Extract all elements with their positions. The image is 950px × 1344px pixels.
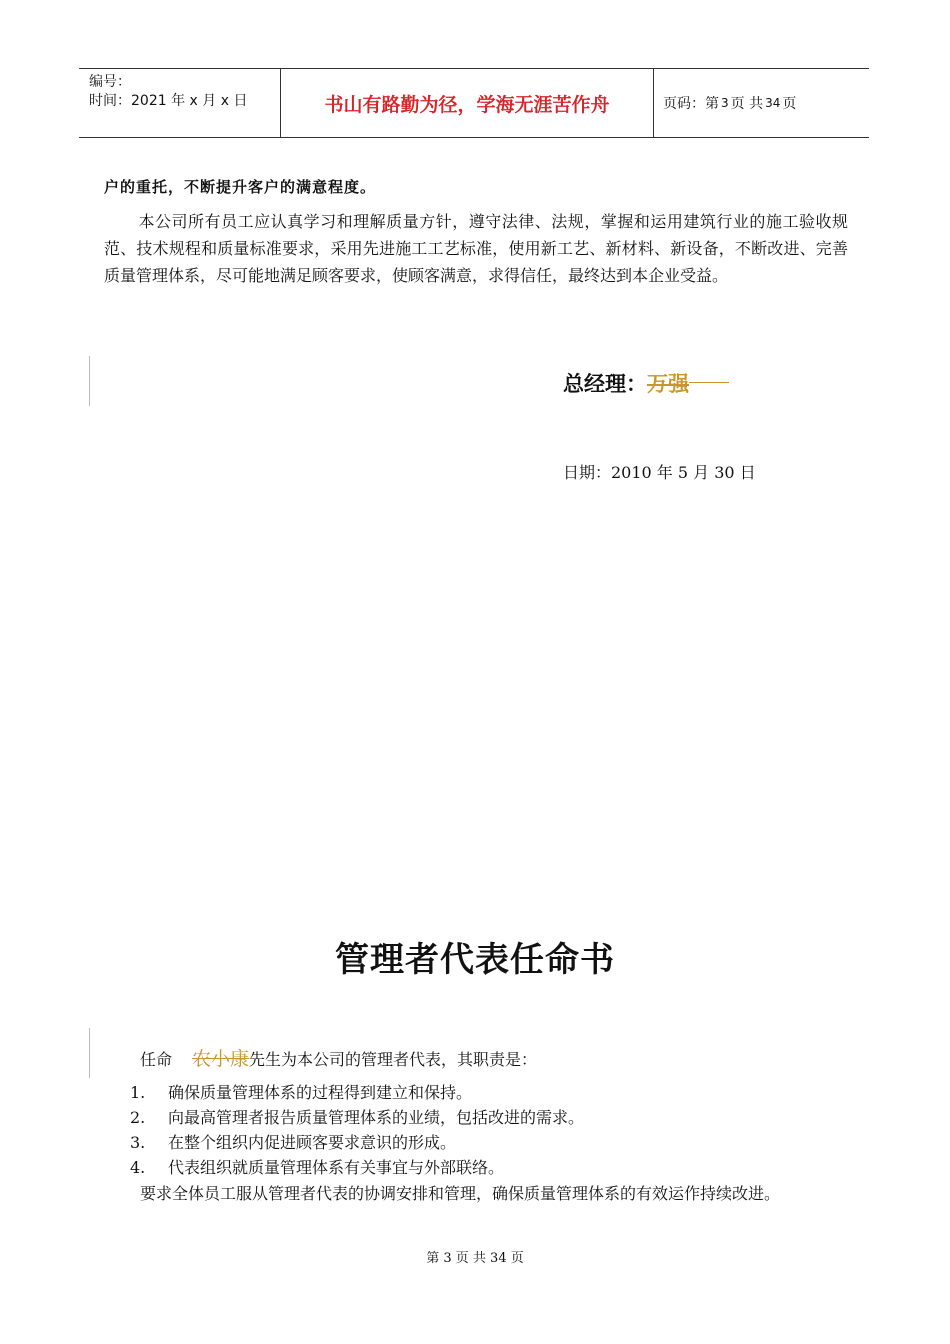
closing-text: 要求全体员工服从管理者代表的协调安排和管理，确保质量管理体系的有效运作持续改进。: [140, 1184, 781, 1203]
list-item: [130, 1105, 584, 1130]
page-footer: 第 3 页 共 34 页: [426, 1251, 524, 1266]
header-meta: [89, 73, 279, 111]
page-prefix: 页码：第: [663, 96, 719, 112]
list-number: 4.: [130, 1158, 146, 1177]
list-text: 确保质量管理体系的过程得到建立和保持。: [168, 1083, 473, 1102]
duties-list: [130, 1080, 584, 1180]
list-number: 1.: [130, 1083, 146, 1102]
signature-date: 日期：2010 年 5 月 30 日: [563, 463, 756, 482]
signature-name: 万强: [647, 372, 689, 396]
header-divider: [653, 69, 654, 137]
list-text: 向最高管理者报告质量管理体系的业绩，包括改进的需求。: [168, 1108, 585, 1127]
closing-paragraph: [104, 1180, 848, 1207]
header-page-info: [663, 69, 796, 137]
signature-block: [563, 368, 729, 398]
list-item: [130, 1130, 584, 1155]
page-total: 34: [765, 96, 781, 110]
margin-marker: [89, 1028, 90, 1078]
list-number: 2.: [130, 1108, 146, 1127]
list-text: 代表组织就质量管理体系有关事宜与外部联络。: [168, 1158, 505, 1177]
appointment-line: [140, 1044, 537, 1071]
list-number: 3.: [130, 1133, 146, 1152]
time-label: 时间：2021 年 x 月 x 日: [89, 93, 248, 109]
signature-line: [689, 382, 729, 383]
signature-title: 总经理：: [563, 372, 647, 396]
appointee-name: 农小康: [192, 1048, 250, 1070]
header-motto: 书山有路勤为径，学海无涯苦作舟: [324, 93, 610, 116]
document-title: 管理者代表任命书: [335, 940, 615, 980]
number-label: 编号：: [89, 74, 131, 90]
policy-text: 本公司所有员工应认真学习和理解质量方针，遵守法律、法规，掌握和运用建筑行业的施工验收规范、技术规程和质量标准要求，采用先进施工工艺标准，使用新工艺、新材料、新设备，不断改进、完善质量管理体系，尽可能地满足顾客要求，使顾客满意，求得信任，最终达到本企业受益。: [104, 212, 848, 285]
list-item: [130, 1155, 584, 1180]
appointment-prefix: 任命: [140, 1050, 173, 1069]
margin-marker: [89, 356, 90, 406]
page-mid: 页 共: [730, 96, 764, 112]
page-suffix: 页: [782, 96, 797, 112]
policy-paragraph: [104, 208, 848, 289]
list-text: 在整个组织内促进顾客要求意识的形成。: [168, 1133, 457, 1152]
appointment-suffix: 先生为本公司的管理者代表，其职责是：: [249, 1050, 538, 1069]
page-current: 3: [721, 96, 729, 110]
list-item: [130, 1080, 584, 1105]
intro-line: 户的重托，不断提升客户的满意程度。: [104, 178, 377, 196]
page-header: [79, 68, 869, 138]
